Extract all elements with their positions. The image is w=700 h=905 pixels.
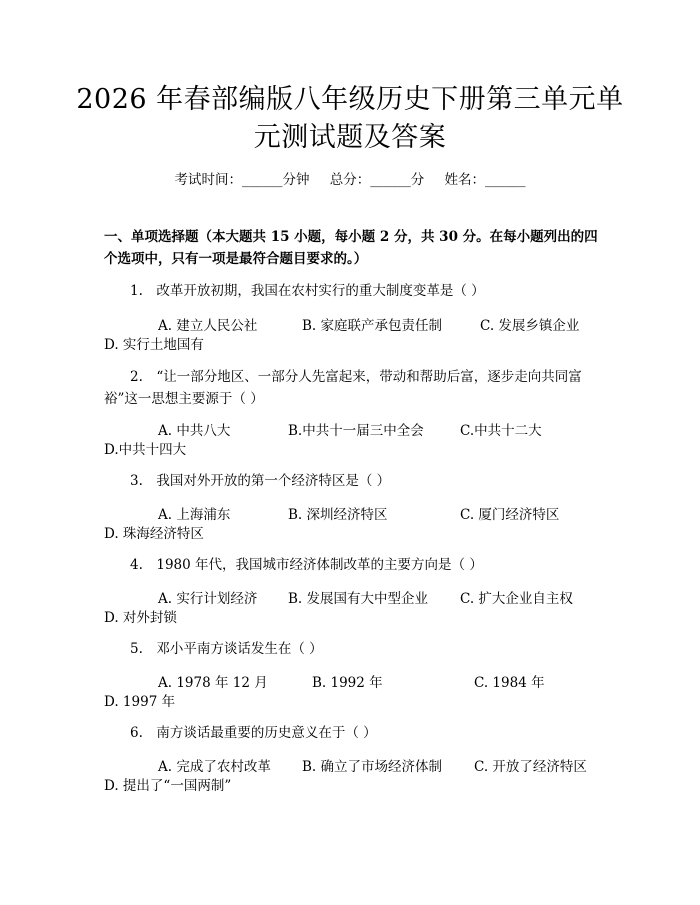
option-b: B. 确立了市场经济体制 — [302, 759, 443, 775]
option-b: B.中共十一届三中全会 — [288, 423, 424, 439]
option-b: B. 深圳经济特区 — [288, 507, 388, 523]
option-c: C. 开放了经济特区 — [474, 759, 587, 775]
option-b: B. 发展国有大中型企业 — [288, 591, 429, 607]
document-title-line2: 元测试题及答案 — [253, 122, 447, 153]
option-d: D.中共十四大 — [104, 442, 187, 458]
option-d: D. 珠海经济特区 — [104, 526, 204, 542]
question-stem: 2. “让一部分地区、一部分人先富起来，带动和帮助后富，逐步走向共同富裕”这一思想主要源于（ ） — [104, 369, 582, 407]
option-a: A. 建立人民公社 — [158, 318, 258, 334]
option-c: C.中共十二大 — [460, 423, 542, 439]
option-c: C. 厦门经济特区 — [460, 507, 560, 523]
option-a: A. 完成了农村改革 — [158, 759, 271, 775]
section-heading: 一、单项选择题（本大题共 15 小题，每小题 2 分，共 30 分。在每小题列出的四个选项中，只有一项是最符合题目要求的。） — [104, 229, 598, 267]
exam-score: 总分：______分 — [329, 172, 425, 188]
question-stem: 3. 我国对外开放的第一个经济特区是（ ） — [130, 473, 391, 489]
option-a: A. 中共八大 — [158, 423, 231, 439]
option-c: C. 发展乡镇企业 — [480, 318, 580, 334]
document-title-line1: 2026 年春部编版八年级历史下册第三单元单 — [76, 84, 624, 115]
question-stem: 4. 1980 年代，我国城市经济体制改革的主要方向是（ ） — [130, 557, 483, 573]
exam-time: 考试时间：______分钟 — [174, 172, 310, 188]
option-a: A. 实行计划经济 — [158, 591, 258, 607]
option-b: B. 家庭联产承包责任制 — [302, 318, 443, 334]
option-a: A. 1978 年 12 月 — [158, 675, 268, 691]
question-stem: 1. 改革开放初期，我国在农村实行的重大制度变革是（ ） — [130, 283, 485, 299]
question-stem: 6. 南方谈话最重要的历史意义在于（ ） — [130, 725, 377, 741]
option-d: D. 提出了“一国两制” — [104, 778, 232, 794]
option-a: A. 上海浦东 — [158, 507, 231, 523]
exam-meta — [0, 168, 700, 188]
option-d: D. 对外封锁 — [104, 610, 177, 626]
option-b: B. 1992 年 — [312, 675, 383, 691]
option-d: D. 1997 年 — [104, 694, 176, 710]
option-c: C. 1984 年 — [474, 675, 545, 691]
exam-name: 姓名：______ — [444, 172, 526, 188]
question-stem: 5. 邓小平南方谈话发生在（ ） — [130, 641, 323, 657]
option-c: C. 扩大企业自主权 — [460, 591, 573, 607]
option-d: D. 实行土地国有 — [104, 337, 204, 353]
